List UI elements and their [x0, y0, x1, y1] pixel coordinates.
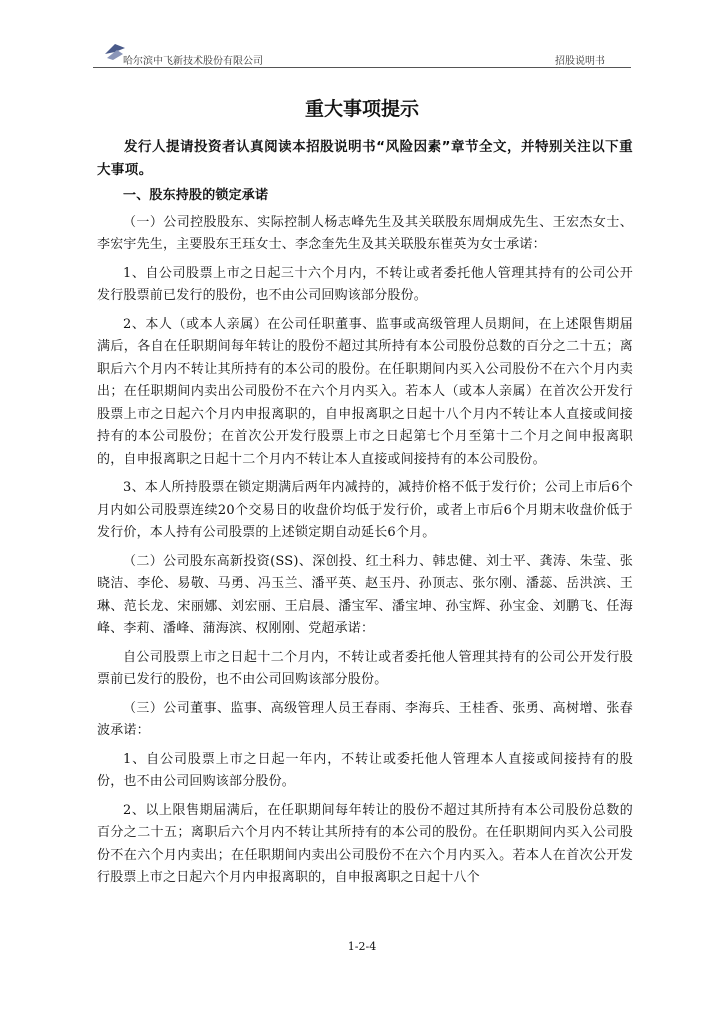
page-header — [93, 40, 631, 68]
document-body — [97, 136, 633, 896]
paragraph: 自公司股票上市之日起十二个月内，不转让或者委托他人管理其持有的公司公开发行股票前已发行的股份，也不由公司回购该部分股份。 — [97, 649, 633, 687]
paragraph: （一）公司控股股东、实际控制人杨志峰先生及其关联股东周炯成先生、王宏杰女士、李宏宇先生，主要股东王珏女士、李念奎先生及其关联股东崔英为女士承诺： — [97, 214, 633, 252]
paragraph: 3、本人所持股票在锁定期满后两年内减持的，减持价格不低于发行价；公司上市后6个月内如公司股票连续20个交易日的收盘价均低于发行价，或者上市后6个月期末收盘价低于发行价，本人持有公司股票的上述锁定期自动延长6个月。 — [97, 480, 633, 540]
intro-paragraph: 发行人提请投资者认真阅读本招股说明书“风险因素”章节全文，并特别关注以下重大事项。 — [97, 139, 633, 178]
page-number: 1-2-4 — [347, 940, 377, 953]
paragraph: （三）公司董事、监事、高级管理人员王春雨、李海兵、王桂香、张勇、高树增、张春波承诺： — [97, 700, 633, 738]
company-name: 哈尔滨中飞新技术股份有限公司 — [123, 56, 263, 67]
paragraph: （二）公司股东高新投资(SS)、深创投、红土科力、韩忠健、刘士平、龚涛、朱莹、张晓洁、李伦、易敬、马勇、冯玉兰、潘平英、赵玉丹、孙顶志、张尔刚、潘蕊、岳洪滨、王琳、范长龙、宋丽娜、刘宏丽、王启晨、潘宝军、潘宝坤、孙宝辉、孙宝金、刘鹏飞、任海峰、李莉、潘峰、蒲海滨、权刚刚、党超承诺： — [97, 553, 633, 636]
paragraph: 1、自公司股票上市之日起一年内，不转让或委托他人管理本人直接或间接持有的股份，也不由公司回购该部分股份。 — [97, 751, 633, 789]
page-title: 重大事项提示 — [304, 98, 419, 120]
paragraph: 1、自公司股票上市之日起三十六个月内，不转让或者委托他人管理其持有的公司公开发行股票前已发行的股份，也不由公司回购该部分股份。 — [97, 265, 633, 303]
section-heading: 一、股东持股的锁定承诺 — [123, 188, 269, 203]
paragraph: 2、以上限售期届满后，在任职期间每年转让的股份不超过其所持有本公司股份总数的百分之二十五；离职后六个月内不转让其所持有的本公司的股份。在任职期间内买入公司股份不在六个月内卖出；在任职期间内卖出公司股份不在六个月内买入。若本人在首次公开发行股票上市之日起六个月内申报离职的，自申报离职之日起十八个 — [97, 802, 633, 885]
paragraph: 2、本人（或本人亲属）在公司任职董事、监事或高级管理人员期间，在上述限售期届满后，各自在任职期间每年转让的股份不超过其所持有本公司股份总数的百分之二十五；离职后六个月内不转让其所持有的本公司的股份。在任职期间内买入公司股份不在六个月内卖出；在任职期间内卖出公司股份不在六个月内买入。若本人（或本人亲属）在首次公开发行股票上市之日起六个月内申报离职的，自申报离职之日起十八个月内不转让本人直接或间接持有的本公司股份；在首次公开发行股票上市之日起第七个月至第十二个月之间申报离职的，自申报离职之日起十二个月内不转让本人直接或间接持有的本公司股份。 — [97, 316, 633, 467]
document-type: 招股说明书 — [555, 56, 605, 67]
